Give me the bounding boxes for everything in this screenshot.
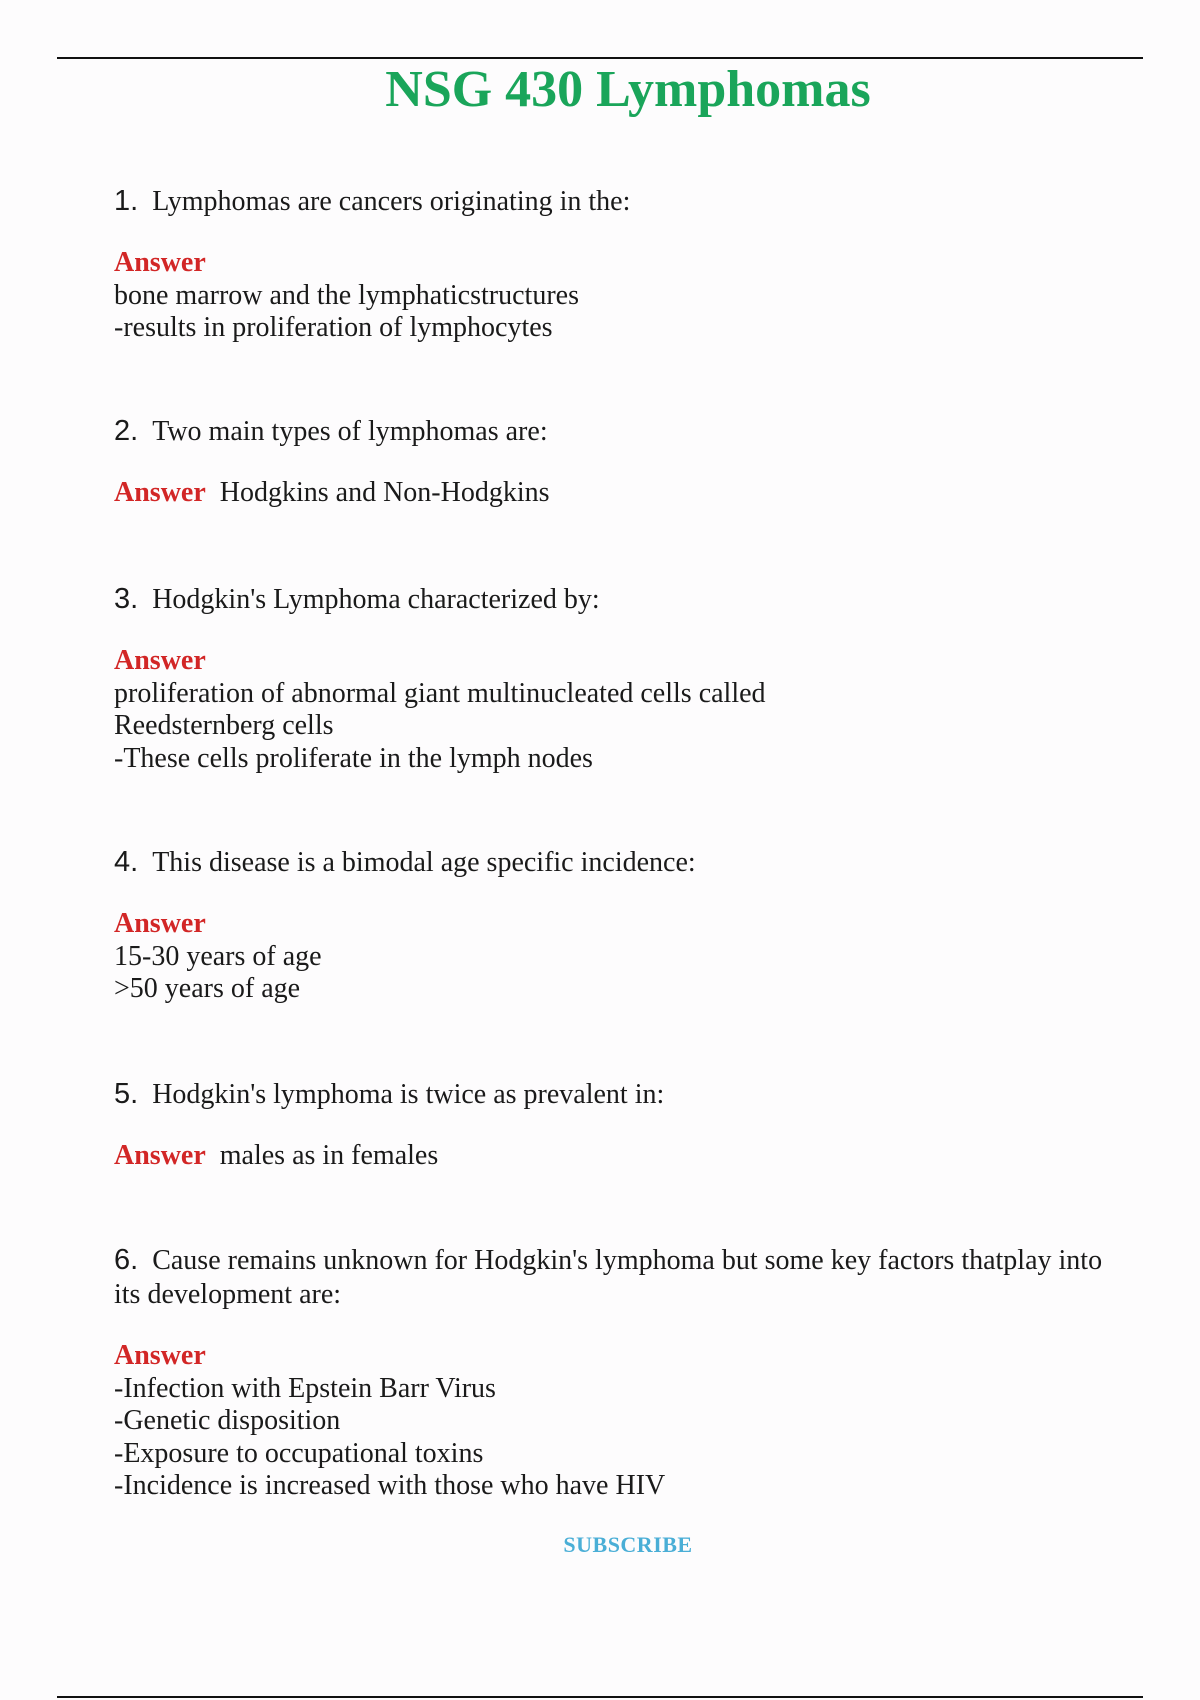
bottom-divider xyxy=(57,1696,1143,1698)
question-text: 3. Hodgkin's Lymphoma characterized by: xyxy=(114,583,600,615)
answer-block xyxy=(114,1340,1124,1503)
question-number: 6. xyxy=(114,1244,139,1276)
answer-text: males as in females xyxy=(219,1140,439,1171)
question-text: 2. Two main types of lymphomas are: xyxy=(114,415,548,447)
answer-text: Hodgkins and Non-Hodgkins xyxy=(219,477,550,508)
question-item xyxy=(114,414,1124,510)
answer-line: proliferation of abnormal giant multinucleated cells called xyxy=(114,677,766,709)
answer-line: -Genetic disposition xyxy=(114,1405,341,1436)
answer-line: bone marrow and the lymphaticstructures xyxy=(114,279,579,311)
question-number: 1. xyxy=(114,185,139,217)
answer-label: Answer xyxy=(114,477,206,508)
answer-line: -These cells proliferate in the lymph nodes xyxy=(114,742,593,774)
answer-label: Answer xyxy=(114,645,206,676)
question-item xyxy=(114,1077,1124,1173)
question-text: 1. Lymphomas are cancers originating in the: xyxy=(114,185,631,217)
question-item xyxy=(114,1243,1124,1503)
question-text: 5. Hodgkin's lymphoma is twice as prevalent in: xyxy=(114,1078,665,1110)
answer-block xyxy=(114,477,1124,510)
answer-label: Answer xyxy=(114,908,206,939)
question-item xyxy=(114,845,1124,1006)
answer-line: -results in proliferation of lymphocytes xyxy=(114,312,553,343)
answer-line: -Incidence is increased with those who have HIV xyxy=(114,1470,666,1501)
answer-block xyxy=(114,247,1124,345)
answer-line: -Infection with Epstein Barr Virus xyxy=(114,1372,496,1404)
answer-label: Answer xyxy=(114,1340,206,1371)
question-item xyxy=(114,582,1124,775)
question-item xyxy=(114,184,1124,345)
subscribe-link[interactable]: SUBSCRIBE xyxy=(563,1532,693,1557)
page-title: NSG 430 Lymphomas xyxy=(385,61,871,118)
question-number: 4. xyxy=(114,846,139,878)
question-number: 5. xyxy=(114,1078,139,1110)
question-number: 3. xyxy=(114,583,139,615)
answer-line: 15-30 years of age xyxy=(114,940,322,972)
answer-line: -Exposure to occupational toxins xyxy=(114,1437,484,1469)
answer-line: >50 years of age xyxy=(114,973,301,1004)
question-text: 4. This disease is a bimodal age specific incidence: xyxy=(114,846,696,878)
answer-block xyxy=(114,645,1124,775)
answer-block xyxy=(114,1140,1124,1173)
answer-label: Answer xyxy=(114,1140,206,1171)
answer-label: Answer xyxy=(114,247,206,278)
question-number: 2. xyxy=(114,415,139,447)
answer-block xyxy=(114,908,1124,1006)
answer-line: Reedsternberg cells xyxy=(114,710,334,741)
question-text: 6. Cause remains unknown for Hodgkin's lymphoma but some key factors thatplay into its development are: xyxy=(114,1244,1103,1310)
